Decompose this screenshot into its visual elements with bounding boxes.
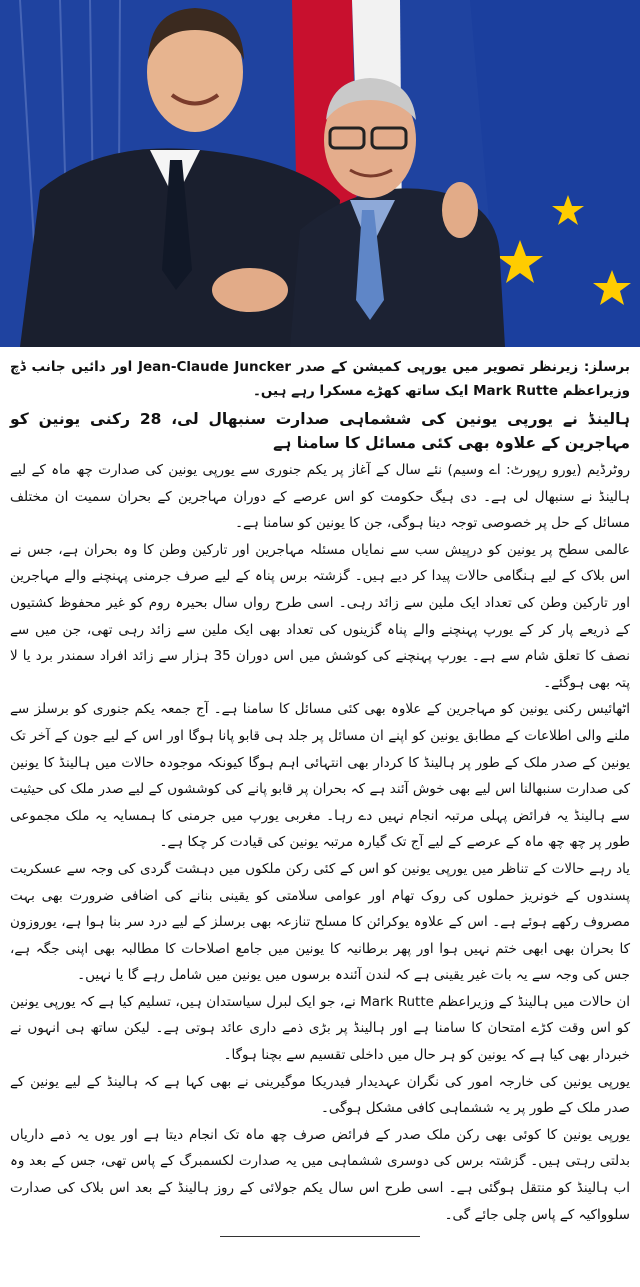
paragraph-2: عالمی سطح پر یونین کو درپیش سب سے نمایاں مسئلہ مہاجرین اور تارکین وطن کا وہ بحران ہے، جس نے اس بلاک کے لیے ہنگامی حالات پیدا کر دیے ہیں۔ گزشتہ برس پناہ کے لیے صرف جرمنی پہنچنے والے مہاجرین اور تارکین وطن کی تعداد ایک ملین سے زائد رہی۔ اسی طرح رواں سال بحیرہ روم کو غیر محفوظ کشتیوں کے ذریعے پار کر کے یورپ پہنچنے والے پناہ گزینوں کی تعداد بھی ایک ملین سے زائد رہی تھی، جن میں سے نصف کا تعلق شام سے ہے۔ یورپ پہنچنے کی کوشش میں اس دوران 35 ہزار سے زائد افراد سمندر برد یا لا پتہ بھی ہوگئے۔	[10, 541, 630, 691]
article-headline: ہالینڈ نے یورپی یونین کی ششماہی صدارت سنبھال لی، 28 رکنی یونین کو مہاجرین کے علاوہ بھی کئی مسائل کا سامنا ہے	[10, 410, 630, 452]
paragraph-1: روٹرڈیم (یورو رپورٹ: اے وسیم) نئے سال کے آغاز پر یکم جنوری سے یورپی یونین کی صدارت چھ ماہ کے لیے ہالینڈ نے سنبھال لی ہے۔ دی ہیگ حکومت کو اس عرصے کے دوران مہاجرین کے بحران سمیت ان مختلف مسائل کے حل پر خصوصی توجہ دینا ہوگی، جن کا یونین کو سامنا ہے۔	[10, 462, 630, 532]
paragraph-6: یورپی یونین کی خارجہ امور کی نگران عہدیدار فیدریکا موگیرینی نے بھی کہا ہے کہ ہالینڈ کے لیے یونین کے صدر ملک کے طور پر یہ ششماہی کافی مشکل ہوگی۔	[10, 1073, 630, 1117]
paragraph-3: اٹھائیس رکنی یونین کو مہاجرین کے علاوہ بھی کئی مسائل کا سامنا ہے۔ آج جمعہ یکم جنوری کو برسلز سے ملنے والی اطلاعات کے مطابق یونین کو اپنے ان مسائل پر جلد ہی قابو پانا ہوگا اور اس کے لیے جون کے آخر تک یونین کے صدر ملک کے طور پر ہالینڈ کا کردار بھی انتہائی اہم ہوگا کیونکہ موجودہ حالات میں ہالینڈ کا یونین کی صدارت سنبھالنا اس لیے بھی خوش آئند ہے کہ بحران پر قابو پانے کی کوششوں کے لیے صدر ملک کی حیثیت سے ہالینڈ یہ فرائض پہلی مرتبہ انجام نہیں دے رہا۔ مغربی یورپ میں جرمنی کا ہمسایہ یہ ملک مجموعی طور پر چھ چھ ماہ کے عرصے کے لیے آج تک گیارہ مرتبہ یونین کی قیادت کر چکا ہے۔	[10, 701, 630, 851]
news-photo	[0, 0, 640, 347]
article	[0, 347, 640, 1237]
footer-divider	[220, 1236, 420, 1237]
paragraph-4: یاد رہے حالات کے تناظر میں یورپی یونین کو اس کے کئی رکن ملکوں میں دہشت گردی کی وجہ سے عسکریت پسندوں کے خونریز حملوں کی روک تھام اور عوامی سلامتی کو یقینی بنانے کی اضافی ضرورت بھی بہت مصروف رکھے ہوئے ہے۔ اس کے علاوہ یوکرائن کا مسلح تنازعہ بھی برسلز کے لیے درد سر بنا ہوا ہے، یوروزون کا بحران بھی ابھی ختم نہیں ہوا اور پھر برطانیہ کا یونین میں جامع اصلاحات کا مطالبہ بھی اپنی جگہ ہے، جس کی وجہ سے یہ بات غیر یقینی ہے کہ لندن آئندہ برسوں میں یونین میں شامل رہے گا یا نہیں۔	[10, 860, 630, 984]
paragraph-5: ان حالات میں ہالینڈ کے وزیراعظم Mark Rutte نے، جو ایک لبرل سیاستدان ہیں، تسلیم کیا ہے کہ یورپی یونین کو اس وقت کڑے امتحان کا سامنا ہے اور ہالینڈ پر بڑی ذمے داری عائد ہوتی ہے۔ لیکن ساتھ ہی انہوں نے خبردار بھی کیا ہے کہ یونین کو ہر حال میں داخلی تقسیم سے بچنا ہوگا۔	[10, 993, 631, 1064]
paragraph-7: یورپی یونین کا کوئی بھی رکن ملک صدر کے فرائض صرف چھ ماہ تک انجام دیتا ہے اور یوں یہ ذمے داریاں بدلتی رہتی ہیں۔ گزشتہ برس کی دوسری ششماہی میں یہ صدارت لکسمبرگ کے پاس تھی، جس کے بعد وہ اب ہالینڈ کو منتقل ہوگئی ہے۔ اسی طرح اس سال یکم جولائی کے روز ہالینڈ کے بعد اس بلاک کی صدارت سلوواکیہ کے پاس چلی جائے گی۔	[10, 1126, 630, 1223]
photo-caption: برسلز: زیرنظر تصویر میں یورپی کمیشن کے صدر Jean-Claude Juncker اور دائیں جانب ڈچ وزیراعظم Mark Rutte ایک ساتھ کھڑے مسکرا رہے ہیں۔	[10, 359, 630, 399]
news-photo-illustration	[0, 0, 640, 347]
